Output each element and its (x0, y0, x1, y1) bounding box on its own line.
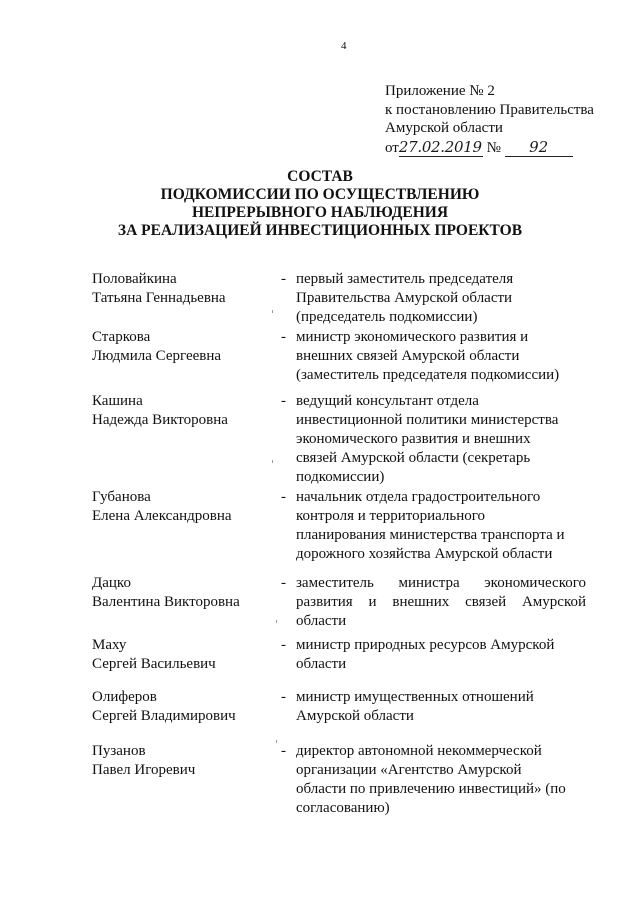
appendix-region: Амурской области (385, 120, 503, 136)
member-role-line: подкомиссии) (296, 469, 385, 485)
member-surname: Дацко (92, 575, 131, 591)
member-role-line: Амурской области (296, 708, 414, 724)
member-role-line: министр природных ресурсов Амурской (296, 637, 555, 653)
member-role-line: области (296, 613, 347, 629)
member-dash: - (281, 271, 286, 287)
scan-artifact (276, 740, 277, 743)
title-line-3: НЕПРЕРЫВНОГО НАБЛЮДЕНИЯ (191, 204, 449, 221)
member-role (296, 270, 586, 327)
member-name (92, 270, 272, 308)
member-surname: Олиферов (92, 689, 157, 705)
document-title (0, 168, 640, 240)
member-name (92, 488, 272, 526)
member-surname: Половайкина (92, 271, 177, 287)
member-surname: Кашина (92, 393, 143, 409)
handwritten-date: 27.02.2019 (398, 137, 482, 156)
member-name (92, 688, 272, 726)
member-dash: - (281, 743, 286, 759)
member-role-line: министр экономического развития и (296, 329, 529, 345)
scan-artifact (272, 460, 273, 463)
member-role-line: экономического развития и внешних (296, 431, 531, 447)
appendix-title: Приложение № 2 (385, 83, 495, 99)
member-dash: - (281, 329, 286, 345)
member-role (296, 742, 586, 818)
member-surname: Старкова (92, 329, 151, 345)
page-number: 4 (341, 40, 347, 52)
member-role (296, 488, 586, 564)
member-role-line: внешних связей Амурской области (296, 348, 520, 364)
number-prefix: № (486, 139, 501, 156)
member-role-line: области (296, 656, 347, 672)
member-role-line: развития и внешних связей Амурской (296, 594, 586, 610)
member-surname: Губанова (92, 489, 151, 505)
member-role-line: министр имущественных отношений (296, 689, 534, 705)
scan-artifact (272, 310, 273, 313)
member-given-names: Павел Игоревич (92, 762, 196, 778)
handwritten-number: 92 (505, 138, 573, 158)
date-prefix: от (385, 139, 399, 156)
member-role-line: заместитель министра экономического (296, 575, 586, 591)
member-role (296, 688, 586, 726)
member-dash: - (281, 489, 286, 505)
member-given-names: Людмила Сергеевна (92, 348, 222, 364)
member-role-line: дорожного хозяйства Амурской области (296, 546, 553, 562)
member-role-line: Правительства Амурской области (296, 290, 513, 306)
member-name (92, 636, 272, 674)
member-role-line: контроля и территориального (296, 508, 486, 524)
member-dash: - (281, 393, 286, 409)
title-line-1: СОСТАВ (287, 168, 353, 185)
appendix-block (385, 82, 594, 157)
member-surname: Маху (92, 637, 127, 653)
member-surname: Пузанов (92, 743, 146, 759)
member-given-names: Елена Александровна (92, 508, 232, 524)
member-role-line: планирования министерства транспорта и (296, 527, 565, 543)
appendix-date-number (385, 138, 594, 158)
member-given-names: Надежда Викторовна (92, 412, 228, 428)
member-role (296, 636, 586, 674)
member-role-line: начальник отдела градостроительного (296, 489, 541, 505)
member-role-line: (заместитель председателя подкомиссии) (296, 367, 560, 383)
member-dash: - (281, 689, 286, 705)
member-role-line: директор автономной некоммерческой (296, 743, 542, 759)
member-role-line: связей Амурской области (секретарь (296, 450, 531, 466)
member-role-line: области по привлечению инвестиций» (по (296, 781, 566, 797)
member-role-line: инвестиционной политики министерства (296, 412, 559, 428)
member-given-names: Татьяна Геннадьевна (92, 290, 226, 306)
member-role (296, 328, 586, 385)
member-role-line: согласованию) (296, 800, 390, 816)
member-given-names: Валентина Викторовна (92, 594, 240, 610)
member-name (92, 328, 272, 366)
member-name (92, 574, 272, 612)
member-name (92, 742, 272, 780)
scan-artifact (276, 620, 277, 623)
member-dash: - (281, 637, 286, 653)
member-role (296, 574, 586, 631)
member-role-line: ведущий консультант отдела (296, 393, 479, 409)
member-role-line: (председатель подкомиссии) (296, 309, 478, 325)
member-given-names: Сергей Васильевич (92, 656, 216, 672)
appendix-reference: к постановлению Правительства (385, 101, 594, 118)
member-role (296, 392, 586, 487)
member-dash: - (281, 575, 286, 591)
member-role-line: организации «Агентство Амурской (296, 762, 522, 778)
title-line-4: ЗА РЕАЛИЗАЦИЕЙ ИНВЕСТИЦИОННЫХ ПРОЕКТОВ (117, 222, 523, 239)
member-given-names: Сергей Владимирович (92, 708, 236, 724)
title-line-2: ПОДКОМИССИИ ПО ОСУЩЕСТВЛЕНИЮ (160, 186, 480, 203)
member-role-line: первый заместитель председателя (296, 271, 514, 287)
member-name (92, 392, 272, 430)
